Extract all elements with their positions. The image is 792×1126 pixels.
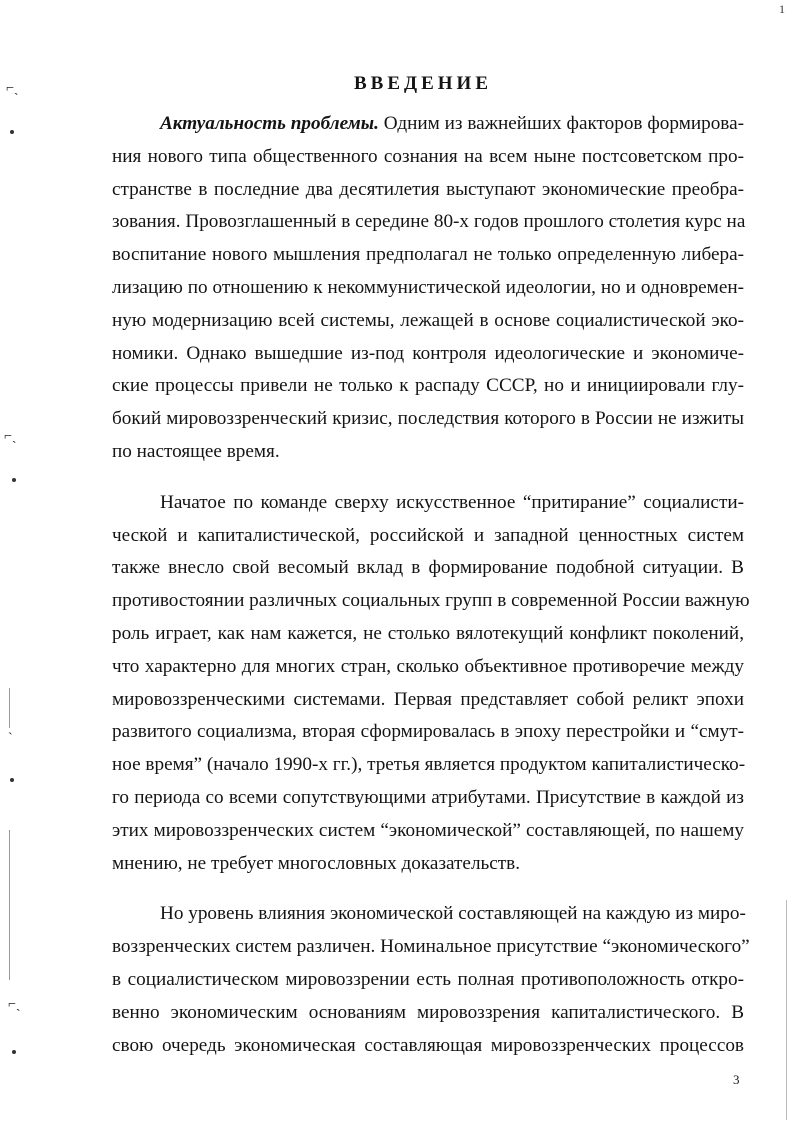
scan-artifact-mark: ⌐ˎ: [8, 997, 21, 1012]
text-line: ния нового типа общественного сознания на всем ныне постсоветском про-: [112, 145, 744, 167]
paragraph: [112, 487, 750, 881]
paragraph-lead: Актуальность проблемы.: [160, 113, 379, 134]
scan-artifact-mark: ˋ: [8, 731, 13, 746]
text-line: Начатое по команде сверху искусственное “притирание” социалисти-: [160, 491, 744, 513]
page-title: ВВЕДЕНИЕ: [354, 73, 492, 94]
text-line: что характерно для многих стран, сколько объективное противоречие между: [112, 655, 744, 677]
corner-mark: 1: [779, 2, 785, 16]
scan-artifact-line: [9, 688, 10, 728]
page-number: 3: [733, 1072, 740, 1087]
text-line: странстве в последние два десятилетия выступают экономические преобра-: [112, 178, 744, 200]
text-line: по настоящее время.: [112, 440, 280, 462]
text-line: воззренческих систем различен. Номинальное присутствие “экономического”: [112, 936, 750, 958]
scan-artifact-dot: [10, 778, 14, 782]
paragraph: [112, 898, 750, 1062]
scan-artifact-dot: [12, 1050, 16, 1054]
text-line: венно экономическим основаниям мировоззрения капиталистического. В: [112, 1001, 744, 1023]
scan-artifact-dot: [12, 478, 16, 482]
text-line: лизацию по отношению к некоммунистической идеологии, но и одновремен-: [112, 276, 744, 298]
text-line: Актуальность проблемы. Одним из важнейших факторов формирова-: [160, 113, 745, 134]
text-line: зования. Провозглашенный в середине 80-х годов прошлого столетия курс на: [112, 211, 746, 233]
text-line: в социалистическом мировоззрении есть полная противоположность откро-: [112, 968, 744, 990]
scan-artifact-dot: [10, 130, 14, 134]
text-line: бокий мировоззренческий кризис, последствия которого в России не изжиты: [112, 408, 744, 430]
text-line: ное время” (начало 1990-х гг.), третья является продуктом капиталистическо-: [112, 754, 746, 776]
text-line: мнению, не требует многословных доказательств.: [112, 852, 521, 874]
body-text: [112, 108, 750, 1062]
text-line: Но уровень влияния экономической составляющей на каждую из миро-: [160, 903, 746, 925]
text-line: номики. Однако вышедшие из-под контроля идеологические и экономиче-: [112, 342, 744, 364]
text-line: свою очередь экономическая составляющая мировоззренческих процессов: [112, 1034, 744, 1056]
text-line: ную модернизацию всей системы, лежащей в основе социалистической эко-: [112, 309, 744, 331]
text-line: этих мировоззренческих систем “экономической” составляющей, по нашему: [112, 819, 744, 841]
paragraph: [112, 108, 744, 469]
scan-artifact-line: [9, 830, 10, 980]
text-line: противостоянии различных социальных групп в современной России важную: [112, 590, 750, 612]
text-line: также внесло свой весомый вклад в формирование подобной ситуации. В: [112, 557, 744, 579]
text-line: воспитание нового мышления предполагал не только определенную либера-: [112, 244, 744, 266]
text-line: го периода со всеми сопутствующими атрибутами. Присутствие в каждой из: [112, 786, 744, 808]
scan-artifact-mark: ⌐ˎ: [6, 81, 19, 96]
text-line: мировоззренческими системами. Первая представляет собой реликт эпохи: [112, 688, 744, 710]
scan-artifact-mark: ⌐ˎ: [4, 429, 17, 444]
text-line: развитого социализма, вторая сформировалась в эпоху перестройки и “смут-: [112, 721, 744, 743]
text-line: ческой и капиталистической, российской и западной ценностных систем: [112, 524, 744, 546]
scan-artifact-line: [786, 900, 787, 1120]
text-line: роль играет, как нам кажется, не столько вялотекущий конфликт поколений,: [112, 622, 744, 644]
text-line: ские процессы привели не только к распаду СССР, но и инициировали глу-: [112, 375, 744, 397]
